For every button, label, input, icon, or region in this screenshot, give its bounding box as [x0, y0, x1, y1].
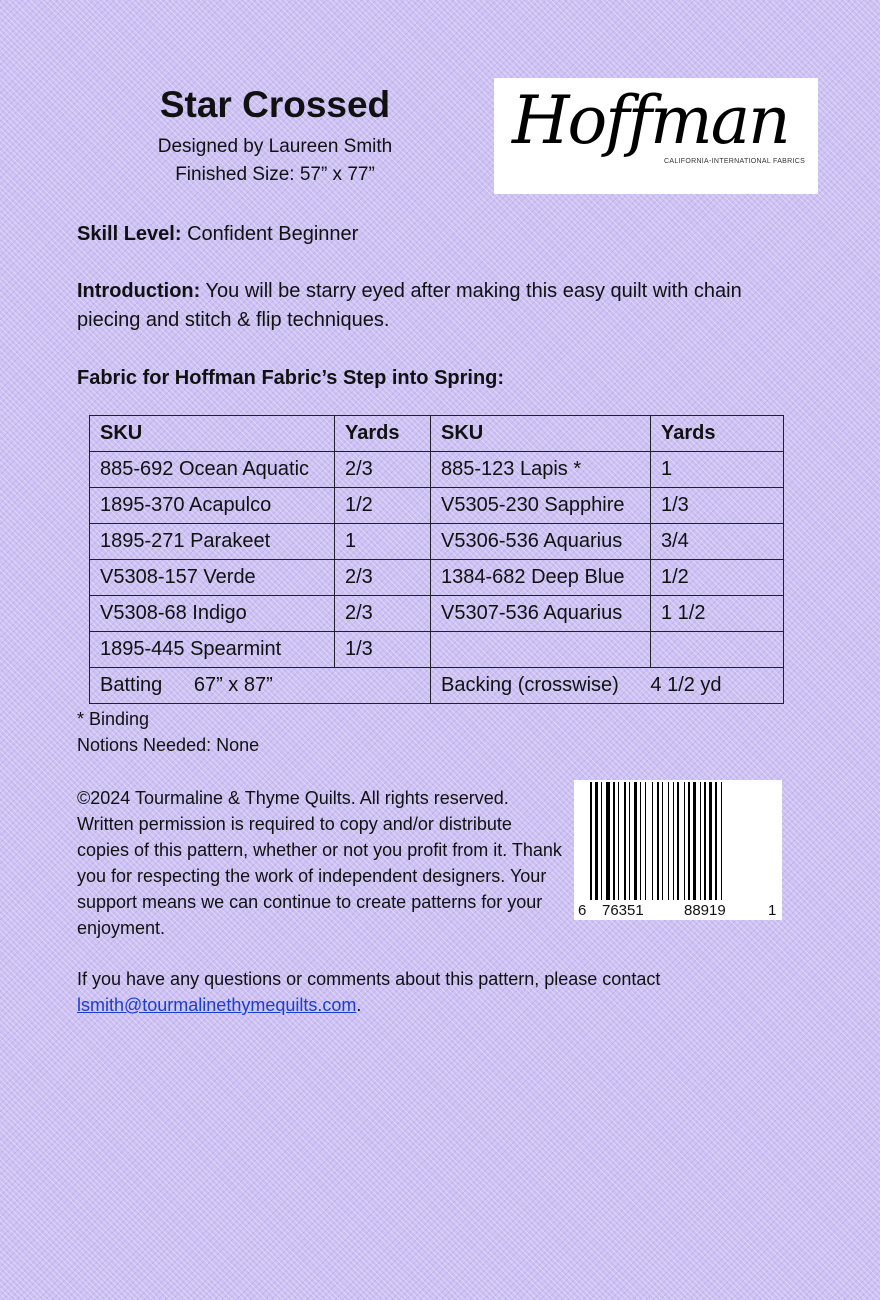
- fabric-heading: Fabric for Hoffman Fabric’s Step into Spring:: [77, 367, 505, 389]
- logo-tagline: CALIFORNIA-INTERNATIONAL FABRICS: [664, 158, 806, 165]
- barcode-digits-left: 76351: [602, 902, 644, 919]
- table-cell: V5307-536 Aquarius: [431, 596, 651, 632]
- table-cell: 1: [651, 452, 784, 488]
- table-cell: 1/2: [335, 488, 431, 524]
- header-cell: Yards: [651, 416, 784, 452]
- finished-size: Finished Size: 57” x 77”: [175, 164, 375, 185]
- table-cell: 1895-271 Parakeet: [90, 524, 335, 560]
- barcode-digit-last: 1: [768, 902, 777, 919]
- table-cell: [651, 632, 784, 668]
- contact-email-link[interactable]: lsmith@tourmalinethymequilts.com: [77, 995, 357, 1015]
- batting-label: Batting: [100, 674, 163, 696]
- designer-credit: Designed by Laureen Smith: [157, 136, 393, 157]
- table-header-row: [90, 416, 784, 452]
- table-cell: 1/3: [651, 488, 784, 524]
- table-row: [90, 560, 784, 596]
- barcode-digits-right: 88919: [684, 902, 726, 919]
- batting-value: 67” x 87”: [193, 674, 273, 696]
- barcode-digit-first: 6: [578, 902, 587, 919]
- page-title: Star Crossed: [159, 84, 391, 125]
- table-cell: 1384-682 Deep Blue: [431, 560, 651, 596]
- batting-cell: [90, 668, 431, 704]
- table-footer-row: [90, 668, 784, 704]
- table-cell: 1895-445 Spearmint: [90, 632, 335, 668]
- binding-note: * Binding: [77, 709, 150, 729]
- fabric-table: [89, 415, 784, 704]
- backing-label: Backing (crosswise): [441, 674, 619, 696]
- logo-wordmark: Hoffman: [512, 82, 789, 159]
- intro-label: Introduction:: [77, 280, 201, 302]
- introduction: [77, 277, 807, 335]
- barcode-bars-icon: [590, 782, 768, 900]
- table-cell: 1/2: [651, 560, 784, 596]
- table-row: [90, 488, 784, 524]
- table-row: [90, 524, 784, 560]
- contact-info: [77, 966, 857, 1018]
- contact-text: If you have any questions or comments about this pattern, please contact: [77, 969, 661, 989]
- table-cell: V5306-536 Aquarius: [431, 524, 651, 560]
- table-cell: 2/3: [335, 596, 431, 632]
- table-cell: V5308-157 Verde: [90, 560, 335, 596]
- table-row: [90, 632, 784, 668]
- skill-label: Skill Level:: [77, 223, 182, 245]
- intro-text: You will be starry eyed after making this easy quilt with chain piecing and stitch & flip techniques.: [77, 280, 742, 331]
- skill-level: [77, 220, 807, 249]
- table-cell: 885-692 Ocean Aquatic: [90, 452, 335, 488]
- table-cell: 2/3: [335, 560, 431, 596]
- contact-end: .: [356, 995, 362, 1015]
- table-cell: V5308-68 Indigo: [90, 596, 335, 632]
- table-cell: 1895-370 Acapulco: [90, 488, 335, 524]
- backing-cell: [431, 668, 784, 704]
- table-cell: 1 1/2: [651, 596, 784, 632]
- hoffman-logo: [494, 78, 818, 194]
- table-cell: 3/4: [651, 524, 784, 560]
- header-cell: SKU: [90, 416, 335, 452]
- copyright-notice: ©2024 Tourmaline & Thyme Quilts. All rights reserved. Written permission is required to copy and/or distribute copies of this pattern, whether or not you profit from it. Thank you for respecting the work of independent designers. Your support means we can continue to create patterns for your enjoyment.: [77, 788, 562, 938]
- table-cell: 1: [335, 524, 431, 560]
- header-cell: Yards: [335, 416, 431, 452]
- table-cell: 1/3: [335, 632, 431, 668]
- table-cell: [431, 632, 651, 668]
- table-row: [90, 596, 784, 632]
- backing-value: 4 1/2 yd: [650, 674, 722, 696]
- table-cell: 2/3: [335, 452, 431, 488]
- table-cell: 885-123 Lapis *: [431, 452, 651, 488]
- header-cell: SKU: [431, 416, 651, 452]
- skill-value: Confident Beginner: [187, 223, 359, 245]
- barcode: [574, 780, 782, 920]
- table-cell: V5305-230 Sapphire: [431, 488, 651, 524]
- notions-needed: Notions Needed: None: [77, 735, 260, 755]
- table-row: [90, 452, 784, 488]
